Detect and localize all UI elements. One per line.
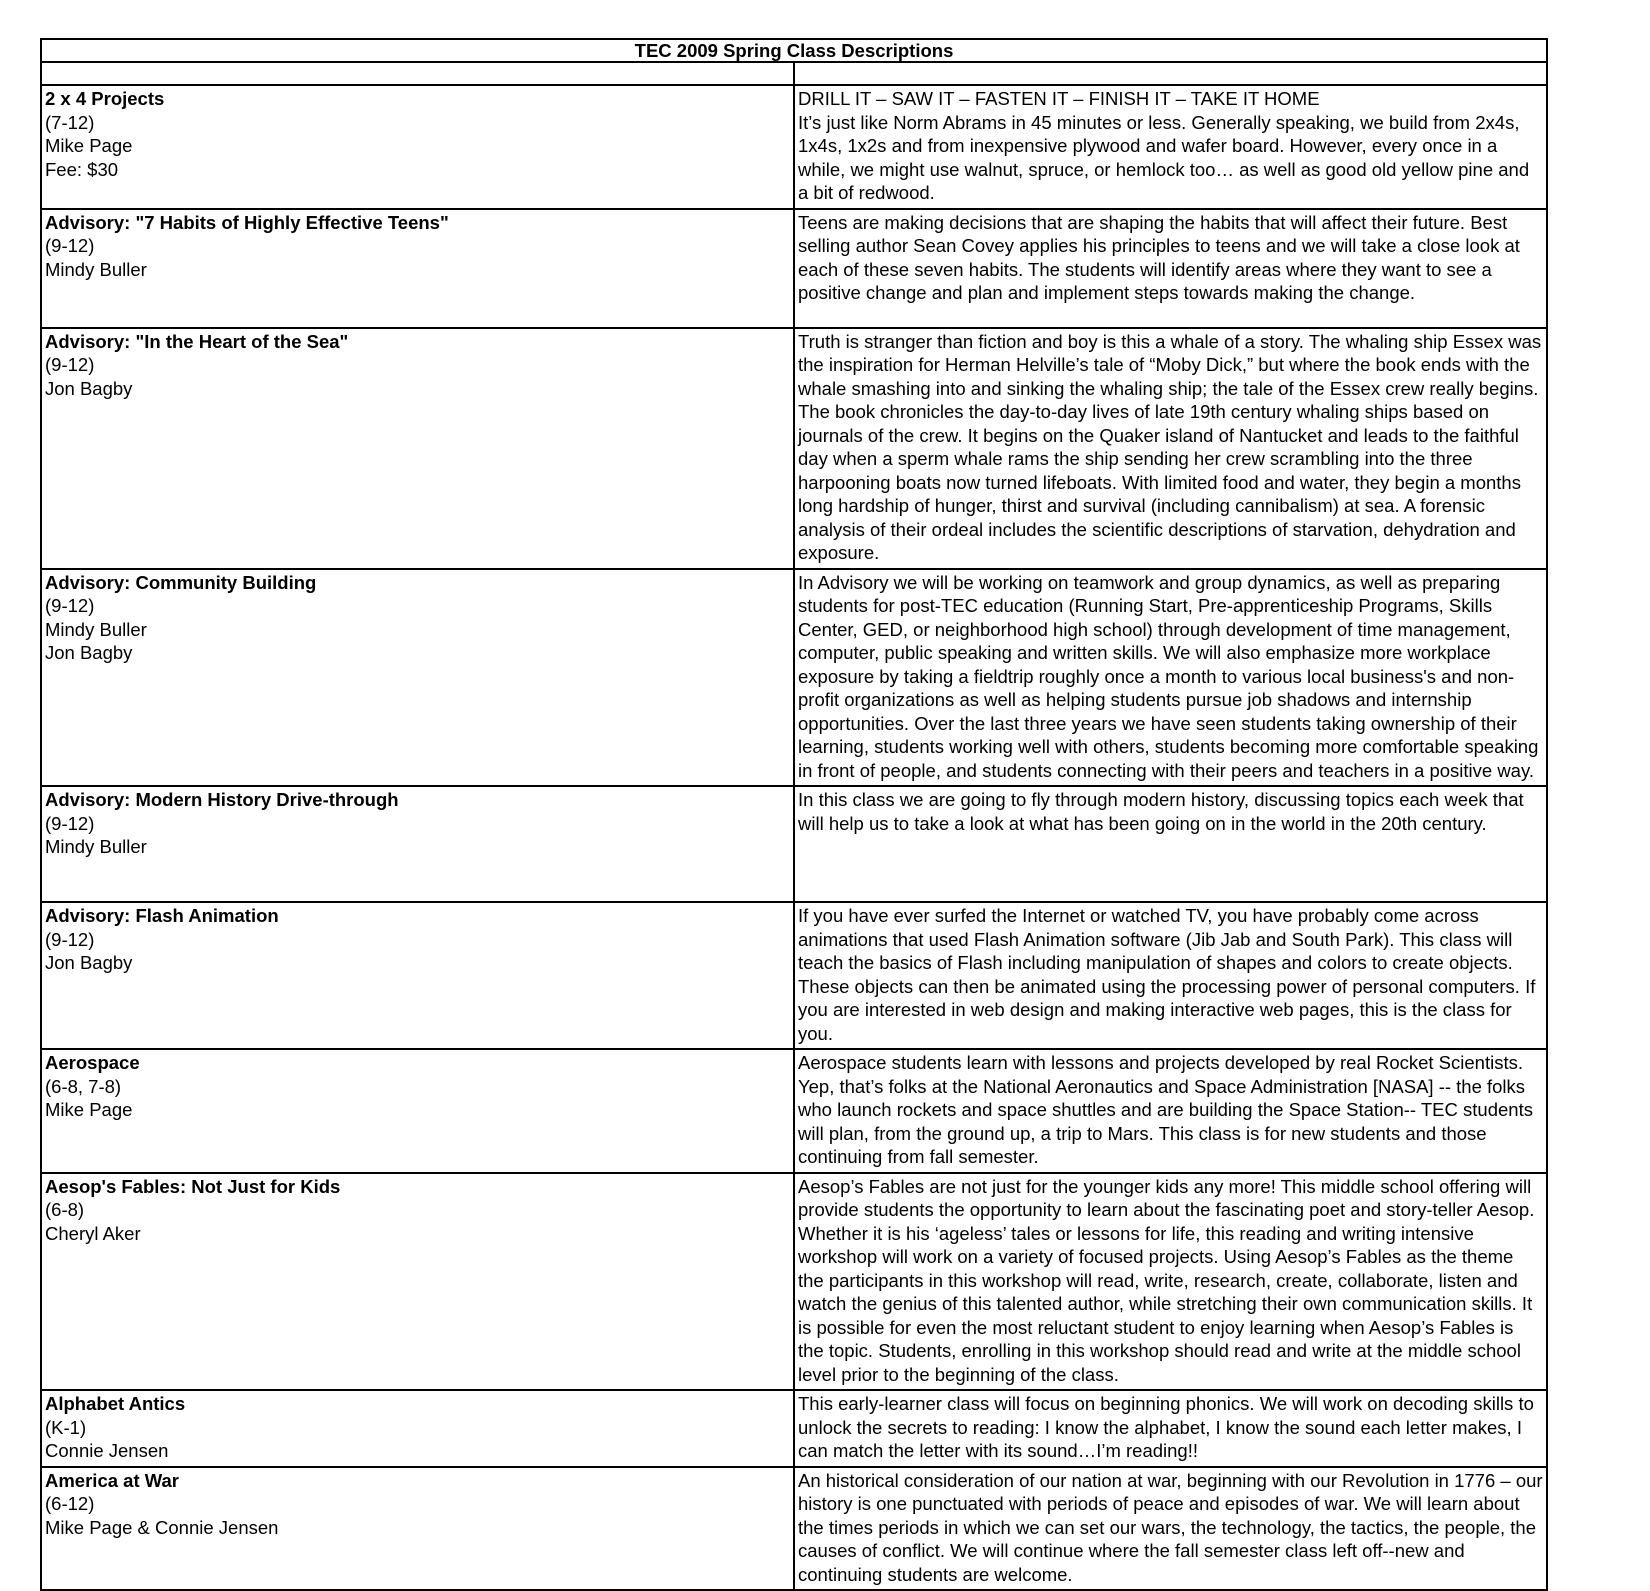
class-row xyxy=(41,786,1547,902)
class-info-cell xyxy=(41,1049,794,1173)
class-info-cell xyxy=(41,85,794,209)
grade-range: (9-12) xyxy=(45,595,95,616)
grade-range: (6-8, 7-8) xyxy=(45,1075,122,1097)
class-name: America at War xyxy=(45,1469,180,1491)
class-name: Advisory: Community Building xyxy=(45,571,317,593)
instructor-name: Jon Bagby xyxy=(45,377,133,399)
instructor-name: Jon Bagby xyxy=(45,952,133,973)
class-info-cell xyxy=(41,1467,794,1591)
class-row xyxy=(41,1173,1547,1391)
class-name: Aerospace xyxy=(45,1052,140,1073)
class-description: It’s just like Norm Abrams in 45 minutes or less. Generally speaking, we build from 2x4s, 1x4s, 1x2s and from inexpensive plywood and wafer board. However, every once in a while, we might use walnut, spruce, or hemlock too… as well as good old yellow pine and a bit of redwood. xyxy=(798,111,1530,203)
class-row xyxy=(41,328,1547,569)
class-descriptions-table xyxy=(40,38,1548,1591)
class-description-cell xyxy=(794,786,1547,902)
class-info-cell xyxy=(41,902,794,1049)
instructor-name: Mike Page & Connie Jensen xyxy=(45,1516,279,1538)
blank-row xyxy=(41,62,1547,85)
instructor-name: Mike Page xyxy=(45,1099,133,1120)
document-title: TEC 2009 Spring Class Descriptions xyxy=(41,39,1547,62)
grade-range: (9-12) xyxy=(45,354,95,375)
class-row xyxy=(41,1049,1547,1173)
class-row xyxy=(41,1467,1547,1591)
class-description: An historical consideration of our nation at war, beginning with our Revolution in 1776 – our history is one punctuated with periods of peace and episodes of war. We will learn about the times periods in which we can set our wars, the technology, the tactics, the people, the causes of conflict. We will continue where the fall semester class left off--new and continuing students are welcome. xyxy=(798,1469,1543,1585)
class-description-cell xyxy=(794,1467,1547,1591)
class-description: In Advisory we will be working on teamwork and group dynamics, as well as preparing students for post-TEC education (Running Start, Pre-apprenticeship Programs, Skills Center, GED, or neighborhood high school) through development of time management, computer, public speaking and written skills. We will also emphasize more workplace exposure by taking a fieldtrip roughly once a month to various local business's and non-profit organizations as well as helping students pursue job shadows and internship opportunities. Over the last three years we have seen students taking ownership of their learning, students working well with others, students becoming more comfortable speaking in front of people, and students connecting with their peers and teachers in a positive way. xyxy=(798,571,1539,781)
instructor-name: Jon Bagby xyxy=(45,642,133,663)
class-description: If you have ever surfed the Internet or watched TV, you have probably come across animations that used Flash Animation software (Jib Jab and South Park). This class will teach the basics of Flash including manipulation of shapes and colors to create objects. These objects can then be animated using the processing power of personal computers. If you are interested in web design and making interactive web pages, this is the class for you. xyxy=(798,905,1536,1044)
blank-cell xyxy=(794,62,1547,85)
class-description: This early-learner class will focus on beginning phonics. We will work on decoding skills to unlock the secrets to reading: I know the alphabet, I know the sound each letter makes, I can match the letter with its sound…I’m reading!! xyxy=(798,1393,1534,1461)
class-info-cell xyxy=(41,328,794,569)
instructor-name: Connie Jensen xyxy=(45,1440,169,1461)
class-description: DRILL IT – SAW IT – FASTEN IT – FINISH IT – TAKE IT HOME xyxy=(798,88,1320,109)
grade-range: (6-12) xyxy=(45,1493,95,1514)
class-description-cell xyxy=(794,328,1547,569)
class-description-cell xyxy=(794,1049,1547,1173)
class-description: Teens are making decisions that are shaping the habits that will affect their future. Best selling author Sean Covey applies his principles to teens and we will take a close look at each of these seven habits. The students will identify areas where they want to see a positive change and plan and implement steps towards making the change. xyxy=(798,211,1520,303)
class-description-cell xyxy=(794,1173,1547,1391)
instructor-name: Cheryl Aker xyxy=(45,1222,141,1244)
class-description-cell xyxy=(794,85,1547,209)
instructor-name: Mindy Buller xyxy=(45,618,147,640)
class-name: Advisory: Modern History Drive-through xyxy=(45,789,399,810)
class-info-cell xyxy=(41,1390,794,1467)
grade-range: (K-1) xyxy=(45,1416,87,1438)
class-info-cell xyxy=(41,1173,794,1391)
instructor-name: Mike Page xyxy=(45,135,133,156)
class-description: In this class we are going to fly through modern history, discussing topics each week that will help us to take a look at what has been going on in the world in the 20th century. xyxy=(798,789,1524,834)
class-row xyxy=(41,85,1547,209)
class-description-cell xyxy=(794,1390,1547,1467)
grade-range: (9-12) xyxy=(45,812,95,834)
instructor-name: Mindy Buller xyxy=(45,258,147,280)
grade-range: (9-12) xyxy=(45,928,95,950)
class-row xyxy=(41,209,1547,328)
class-description: Truth is stranger than fiction and boy is this a whale of a story. The whaling ship Essex was the inspiration for Herman Helville’s tale of “Moby Dick,” but where the book ends with the whale smashing into and sinking the whaling ship; the tale of the Essex crew really begins. The book chronicles the day-to-day lives of late 19th century whaling ships based on journals of the crew. It begins on the Quaker island of Nantucket and leads to the faithful day when a sperm whale rams the ship sending her crew scrambling into the three harpooning boats now turned lifeboats. With limited food and water, they begin a months long hardship of hunger, thirst and survival (including cannibalism) at sea. A forensic analysis of their ordeal includes the scientific descriptions of starvation, dehydration and exposure. xyxy=(798,330,1542,563)
instructor-name: Mindy Buller xyxy=(45,836,147,857)
class-info-cell xyxy=(41,209,794,328)
class-row xyxy=(41,569,1547,787)
class-description-cell xyxy=(794,569,1547,787)
class-name: Advisory: "7 Habits of Highly Effective Teens" xyxy=(45,211,449,233)
class-description-cell xyxy=(794,209,1547,328)
class-description: Aesop’s Fables are not just for the younger kids any more! This middle school offering will provide students the opportunity to learn about the fascinating poet and story-teller Aesop. Whether it is his ‘ageless’ tales or lessons for life, this reading and writing intensive workshop will work on a variety of focused projects. Using Aesop’s Fables as the theme the participants in this workshop will read, write, research, create, collaborate, listen and watch the genius of this talented author, while stretching their own communication skills. It is possible for even the most reluctant student to enjoy learning when Aesop’s Fables is the topic. Students, enrolling in this workshop should read and write at the middle school level prior to the beginning of the class. xyxy=(798,1175,1535,1385)
class-info-cell xyxy=(41,786,794,902)
class-description: Aerospace students learn with lessons and projects developed by real Rocket Scientists. Yep, that’s folks at the National Aeronautics and Space Administration [NASA] -- the folks who launch rockets and space shuttles and are building the Space Station-- TEC students will plan, from the ground up, a trip to Mars. This class is for new students and those continuing from fall semester. xyxy=(798,1052,1533,1167)
class-name: 2 x 4 Projects xyxy=(45,88,165,109)
class-name: Advisory: "In the Heart of the Sea" xyxy=(45,330,349,352)
class-fee: Fee: $30 xyxy=(45,158,119,180)
class-name: Advisory: Flash Animation xyxy=(45,905,279,926)
class-row xyxy=(41,1390,1547,1467)
title-row xyxy=(41,39,1547,62)
class-row xyxy=(41,902,1547,1049)
grade-range: (9-12) xyxy=(45,235,95,256)
blank-cell xyxy=(41,62,794,85)
grade-range: (7-12) xyxy=(45,111,95,133)
class-description-cell xyxy=(794,902,1547,1049)
grade-range: (6-8) xyxy=(45,1199,85,1220)
class-info-cell xyxy=(41,569,794,787)
class-name: Alphabet Antics xyxy=(45,1393,186,1414)
class-name: Aesop's Fables: Not Just for Kids xyxy=(45,1175,341,1197)
